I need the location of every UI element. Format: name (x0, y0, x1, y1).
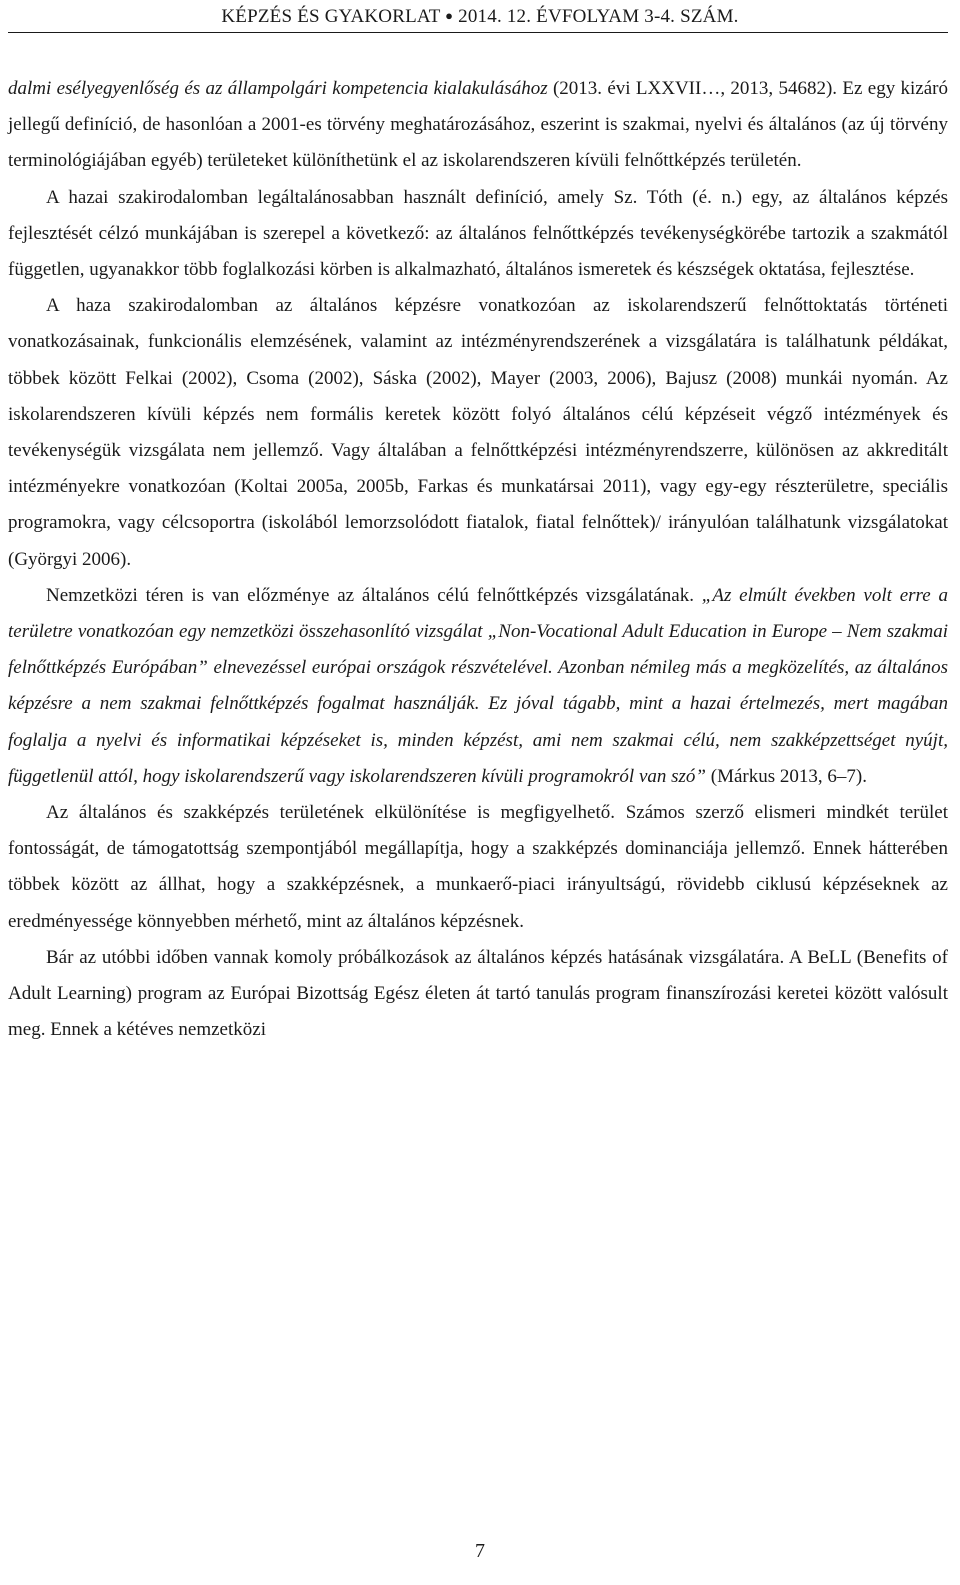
page-number: 7 (475, 1540, 485, 1562)
paragraph-1-italic: dalmi esélyegyenlőség és az állampolgári kompetencia kialakulásához (8, 78, 548, 99)
paragraph-4-quote: „Az elmúlt években volt erre a területre vonatkozóan egy nemzetközi összehasonlító vizsgálat „Non-Vocational Adult Education in Europe – Nem szakmai felnőttképzés Európában” elnevezéssel európai országok részvételével. Azonban némileg más a megközelítés, az általános képzésre a nem szakmai felnőttképzés fogalmat használják. Ez jóval tágabb, mint a hazai értelmezés, mert magában foglalja a nyelvi és informatikai képzéseket is, minden képzést, ami nem szakmai célú, nem szakképzettséget nyújt, függetlenül attól, hogy iskolarendszerű vagy iskolarendszeren kívüli programokról van szó” (8, 584, 948, 787)
paragraph-3: A haza szakirodalomban az általános képzésre vonatkozóan az iskolarendszerű felnőttoktatás történeti vonatkozásainak, funkcionális elemzésének, valamint az intézményrendszerének a vizsgálatára is találhatunk példákat, többek között Felkai (2002), Csoma (2002), Sáska (2002), Mayer (2003, 2006), Bajusz (2008) munkái nyomán. Az iskolarendszeren kívüli képzés nem formális keretek között folyó általános célú képzéseit végző intézmények és tevékenységük vizsgálata nem jellemző. Vagy általában a felnőttképzési intézményrendszerre, különösen az akkreditált intézményekre vonatkozóan (Koltai 2005a, 2005b, Farkas és munkatársai 2011), vagy egy-egy részterületre, speciális programokra, vagy célcsoportra (iskolából lemorzsolódott fiatalok, fiatal felnőttek)/ irányulóan találhatunk vizsgálatokat (Györgyi 2006). (8, 295, 948, 570)
paragraph-1 (8, 71, 948, 180)
paragraph-4-citation: (Márkus 2013, 6–7). (706, 765, 867, 787)
article-body (8, 71, 948, 1048)
paragraph-4 (8, 578, 948, 795)
paragraph-1-text: (2013. évi LXXVII…, 2013, 54682). Ez egy kizáró jellegű definíció, de hasonlóan a 2001-es törvény meghatározásához, eszerint is szakmai, nyelvi és általános (az új törvény terminológiájában egyéb) területeket különíthetünk el az iskolarendszeren kívüli felnőttképzés területén. (8, 78, 948, 172)
journal-title: KÉPZÉS ÉS GYAKORLAT (221, 6, 441, 27)
paragraph-4-text: Nemzetközi téren is van előzménye az általános célú felnőttképzés vizsgálatának. (46, 584, 702, 606)
paragraph-6: Bár az utóbbi időben vannak komoly próbálkozások az általános képzés hatásának vizsgálatára. A BeLL (Benefits of Adult Learning) program az Európai Bizottság Egész életen át tartó tanulás program finanszírozási keretei között valósult meg. Ennek a kétéves nemzetközi (8, 946, 948, 1041)
header-rule (8, 32, 948, 33)
paragraph-5: Az általános és szakképzés területének elkülönítése is megfigyelhető. Számos szerző elismeri mindkét terület fontosságát, de támogatottság szempontjából megállapítja, hogy a szakképzés dominanciája jellemző. Ennek hátterében többek között az állhat, hogy a szakképzésnek, a munkaerő-piaci irányultságú, rövidebb ciklusú képzéseknek az eredményessége könnyebben mérhető, mint az általános képzésnek. (8, 802, 948, 932)
paragraph-2: A hazai szakirodalomban legáltalánosabban használt definíció, amely Sz. Tóth (é. n.) egy, az általános képzés fejlesztését célzó munkájában is szerepel a következő: az általános felnőttképzés tevékenységkörébe tartozik a szakmától független, ugyanakkor több foglalkozási körben is alkalmazható, általános ismeretek és készségek oktatása, fejlesztése. (8, 186, 948, 281)
bullet-separator: ● (445, 8, 454, 23)
issue-info: 2014. 12. ÉVFOLYAM 3-4. SZÁM. (458, 6, 739, 27)
running-header (0, 4, 960, 31)
